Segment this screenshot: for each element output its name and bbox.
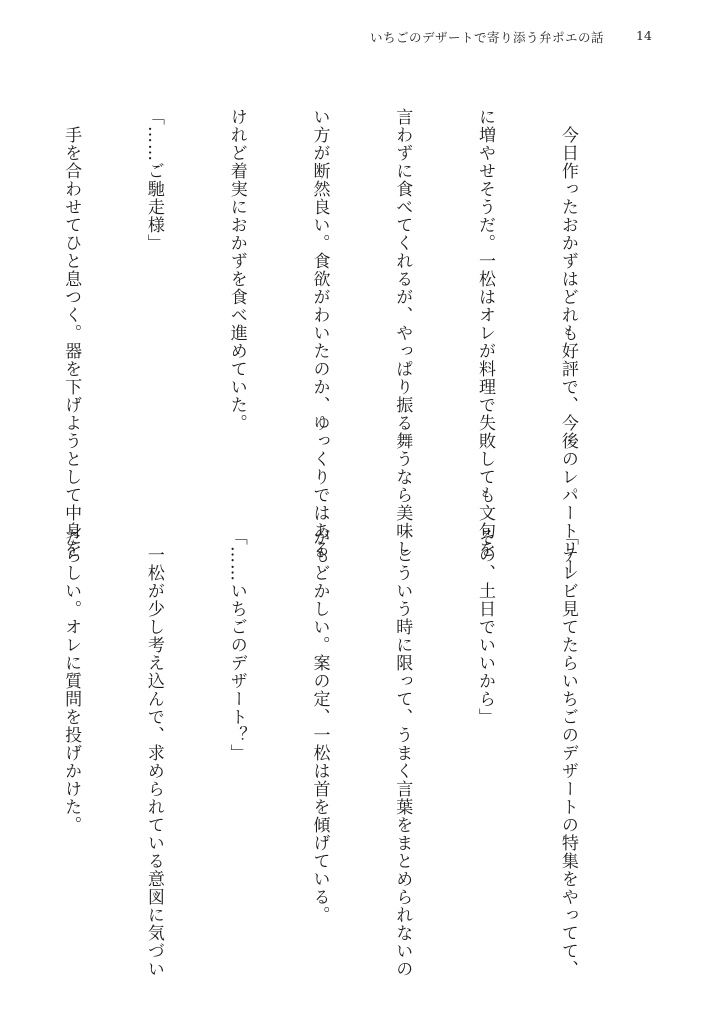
text-line: 「……いちごのデザート？」	[226, 528, 247, 762]
text-line: けれど着実におかずを食べ進めていた。	[226, 108, 247, 432]
text-line: たらしい。オレに質問を投げかけた。	[61, 528, 82, 834]
text-line: 手を合わせてひと息つく。器を下げようとして中身を	[61, 108, 82, 558]
text-line: 今日作ったおかずはどれも好評で、今後のレパートリー	[557, 108, 578, 576]
running-header: いちごのデザートで寄り添う弁ポエの話	[370, 30, 605, 45]
text-line: がもどかしい。案の定、一松は首を傾げている。	[309, 528, 330, 924]
text-line: に増やせそうだ。一松はオレが料理で失敗しても文句を	[475, 108, 496, 558]
text-line: こういう時に限って、うまく言葉をまとめられないの	[392, 528, 413, 978]
text-line: 言わずに食べてくれるが、やっぱり振る舞うなら美味し	[392, 108, 413, 558]
text-line: その、土日でいいから」	[475, 528, 496, 726]
text-line	[0, 528, 1, 928]
lower-text-block	[61, 528, 636, 978]
text-line	[0, 108, 1, 488]
page-number: 14	[636, 28, 652, 43]
text-line: い方が断然良い。食欲がわいたのか、ゆっくりではある	[309, 108, 330, 558]
upper-text-block	[61, 108, 636, 576]
text-line: 一松が少し考え込んで、求められている意図に気づい	[143, 528, 164, 978]
text-line: 「テレビ見てたらいちごのデザートの特集をやってて、	[557, 528, 578, 978]
text-line: 「……ご馳走様」	[143, 108, 164, 252]
